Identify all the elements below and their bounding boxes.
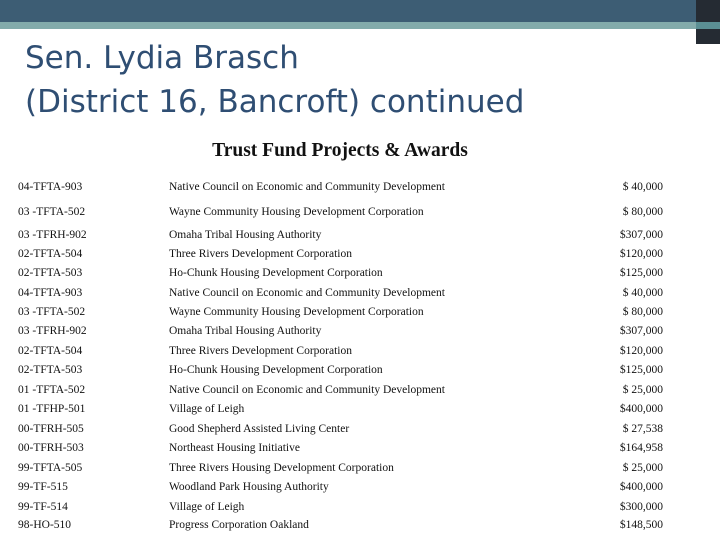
award-row	[0, 226, 720, 244]
award-code: 02-TFTA-504	[18, 248, 83, 260]
project-name: Native Council on Economic and Community Development	[169, 384, 445, 396]
project-name: Three Rivers Housing Development Corporation	[169, 462, 394, 474]
corner-accent	[696, 22, 720, 29]
award-code: 02-TFTA-503	[18, 267, 83, 279]
slide-title-line-2: (District 16, Bancroft) continued	[25, 84, 525, 120]
award-row	[0, 245, 720, 263]
project-name: Three Rivers Development Corporation	[169, 345, 352, 357]
header-band	[0, 0, 720, 22]
award-amount: $164,958	[619, 442, 663, 454]
project-name: Village of Leigh	[169, 501, 245, 513]
award-code: 99-TF-514	[18, 501, 68, 513]
award-row	[0, 361, 720, 379]
project-name: Village of Leigh	[169, 403, 245, 415]
award-code: 99-TF-515	[18, 481, 68, 493]
slide-title	[25, 36, 524, 124]
award-code: 03 -TFTA-502	[18, 206, 86, 218]
project-name: Good Shepherd Assisted Living Center	[169, 423, 350, 435]
award-code: 00-TFRH-505	[18, 423, 84, 435]
award-code: 03 -TFRH-902	[18, 325, 87, 337]
project-name: Omaha Tribal Housing Authority	[169, 325, 322, 337]
project-name: Northeast Housing Initiative	[169, 442, 300, 454]
award-code: 02-TFTA-504	[18, 345, 83, 357]
award-row	[0, 264, 720, 282]
project-name: Native Council on Economic and Community Development	[169, 181, 445, 193]
award-amount: $ 40,000	[622, 181, 663, 193]
award-row	[0, 284, 720, 302]
award-row	[0, 420, 720, 438]
award-amount: $120,000	[619, 248, 663, 260]
award-row	[0, 381, 720, 399]
award-amount: $ 40,000	[622, 287, 663, 299]
award-amount: $400,000	[619, 403, 663, 415]
award-row	[0, 459, 720, 477]
award-amount: $125,000	[619, 364, 663, 376]
award-code: 02-TFTA-503	[18, 364, 83, 376]
award-code: 04-TFTA-903	[18, 287, 83, 299]
project-name: Ho-Chunk Housing Development Corporation	[169, 267, 383, 279]
award-row	[0, 303, 720, 321]
award-amount: $ 25,000	[622, 384, 663, 396]
award-code: 98-HO-510	[18, 519, 72, 531]
award-amount: $300,000	[619, 501, 663, 513]
award-code: 04-TFTA-903	[18, 181, 83, 193]
project-name: Three Rivers Development Corporation	[169, 248, 352, 260]
award-amount: $400,000	[619, 481, 663, 493]
award-amount: $148,500	[619, 519, 663, 531]
award-row	[0, 203, 720, 221]
award-code: 03 -TFTA-502	[18, 306, 86, 318]
award-amount: $ 27,538	[622, 423, 663, 435]
project-name: Native Council on Economic and Community Development	[169, 287, 445, 299]
header-accent-stripe	[0, 22, 720, 29]
project-name: Woodland Park Housing Authority	[169, 481, 329, 493]
award-row	[0, 322, 720, 340]
project-name: Progress Corporation Oakland	[169, 519, 309, 531]
award-row	[0, 342, 720, 360]
award-amount: $ 25,000	[622, 462, 663, 474]
award-code: 01 -TFHP-501	[18, 403, 86, 415]
award-row	[0, 178, 720, 196]
project-name: Omaha Tribal Housing Authority	[169, 229, 322, 241]
award-amount: $125,000	[619, 267, 663, 279]
award-amount: $ 80,000	[622, 306, 663, 318]
project-name: Wayne Community Housing Development Corporation	[169, 306, 424, 318]
award-row	[0, 498, 720, 516]
award-row	[0, 478, 720, 496]
award-code: 01 -TFTA-502	[18, 384, 86, 396]
award-amount: $ 80,000	[622, 206, 663, 218]
award-code: 03 -TFRH-902	[18, 229, 87, 241]
award-row	[0, 439, 720, 457]
project-name: Ho-Chunk Housing Development Corporation	[169, 364, 383, 376]
award-code: 99-TFTA-505	[18, 462, 83, 474]
award-amount: $307,000	[619, 229, 663, 241]
award-row	[0, 516, 720, 534]
award-row	[0, 400, 720, 418]
award-amount: $120,000	[619, 345, 663, 357]
project-name: Wayne Community Housing Development Corporation	[169, 206, 424, 218]
slide-title-line-1: Sen. Lydia Brasch	[25, 40, 299, 76]
award-amount: $307,000	[619, 325, 663, 337]
award-code: 00-TFRH-503	[18, 442, 84, 454]
table-heading: Trust Fund Projects & Awards	[212, 140, 468, 161]
